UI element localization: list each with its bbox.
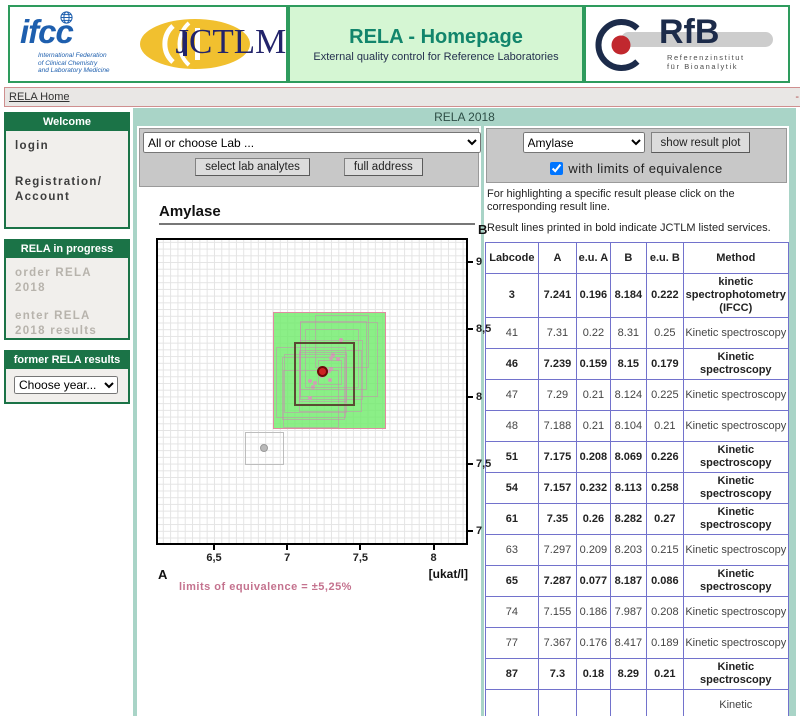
ifcc-logo-subtext: International Federation of Clinical Chemistry and Laboratory Medicine xyxy=(38,52,110,74)
x-axis-label: A xyxy=(158,567,168,582)
cell-b: 8.282 xyxy=(610,504,646,535)
cell-eu_a: 0.077 xyxy=(577,566,610,597)
y-tick xyxy=(468,396,473,398)
former-results-box xyxy=(4,350,130,404)
header xyxy=(8,5,790,83)
cell-b xyxy=(610,690,646,716)
y-tick-label: 7 xyxy=(476,525,483,538)
cell-eu_a: 0.186 xyxy=(577,597,610,628)
welcome-box xyxy=(4,112,130,229)
cell-method: kinetic spectrophotometry (IFCC) xyxy=(683,274,788,318)
result-row[interactable] xyxy=(486,628,789,659)
y-tick-label: 9 xyxy=(476,256,483,269)
rela-in-progress-box xyxy=(4,239,130,340)
cell-a xyxy=(538,690,577,716)
cell-a: 7.35 xyxy=(538,504,577,535)
column-header: e.u. A xyxy=(577,243,610,274)
cell-method: Kinetic spectroscopy xyxy=(683,411,788,442)
instructions xyxy=(487,188,789,235)
cell-a: 7.31 xyxy=(538,318,577,349)
ifcc-logo xyxy=(18,11,133,77)
cell-method: Kinetic spectroscopy xyxy=(683,442,788,473)
cell-method: Kinetic spectroscopy xyxy=(683,349,788,380)
cell-eu_b: 0.258 xyxy=(647,473,683,504)
x-tick-label: 7,5 xyxy=(352,552,368,564)
cell-eu_b: 0.25 xyxy=(647,318,683,349)
cell-b: 8.187 xyxy=(610,566,646,597)
result-row[interactable] xyxy=(486,349,789,380)
result-row[interactable] xyxy=(486,504,789,535)
plot-area xyxy=(156,238,492,564)
cell-labcode: 61 xyxy=(486,504,539,535)
x-tick xyxy=(433,545,435,550)
cell-labcode: 74 xyxy=(486,597,539,628)
cell-method: Kinetic spectroscopy xyxy=(683,597,788,628)
y-tick xyxy=(468,530,473,532)
cell-method: Kinetic spectroscopy xyxy=(683,380,788,411)
cell-eu_b: 0.225 xyxy=(647,380,683,411)
rfb-ring-icon xyxy=(593,16,647,72)
cell-method: Kinetic spectroscopy xyxy=(683,504,788,535)
cell-labcode: 46 xyxy=(486,349,539,380)
cell-eu_a: 0.176 xyxy=(577,628,610,659)
equivalence-checkbox-label[interactable]: with limits of equivalence xyxy=(568,161,723,176)
cell-method: Kinetic spectroscopy xyxy=(683,566,788,597)
x-tick-label: 6,5 xyxy=(206,552,222,564)
cell-eu_b: 0.226 xyxy=(647,442,683,473)
breadcrumb xyxy=(4,87,800,107)
cell-b: 8.203 xyxy=(610,535,646,566)
breadcrumb-right-mark: - xyxy=(795,91,799,103)
results-table xyxy=(485,242,789,716)
main-content xyxy=(133,108,796,716)
cell-labcode: 3 xyxy=(486,274,539,318)
show-result-plot-button[interactable]: show result plot xyxy=(651,132,751,153)
cell-eu_a: 0.196 xyxy=(577,274,610,318)
cell-a: 7.157 xyxy=(538,473,577,504)
cell-eu_a: 0.208 xyxy=(577,442,610,473)
instruction-line: corresponding result line. xyxy=(487,201,610,213)
column-header: A xyxy=(538,243,577,274)
cell-eu_a: 0.232 xyxy=(577,473,610,504)
result-row[interactable] xyxy=(486,566,789,597)
instruction-line: Result lines printed in bold indicate JCTLM listed services. xyxy=(487,222,771,234)
cell-b: 8.15 xyxy=(610,349,646,380)
x-tick xyxy=(359,545,361,550)
cell-b: 8.31 xyxy=(610,318,646,349)
column-header: Method xyxy=(683,243,788,274)
jctlm-logo-text: JCTLM xyxy=(175,22,287,61)
cell-method: Kinetic spectroscopy xyxy=(683,535,788,566)
cell-eu_a: 0.21 xyxy=(577,380,610,411)
y-tick xyxy=(468,261,473,263)
cell-labcode: 48 xyxy=(486,411,539,442)
result-plot xyxy=(156,222,492,608)
rfb-logo-subtext: Referenzinstitut für Bioanalytik xyxy=(667,53,745,71)
instruction-line: For highlighting a specific result please click on the xyxy=(487,188,735,200)
y-axis-label: B xyxy=(478,222,488,237)
sidebar-item-enter-results: enter RELA 2018 results xyxy=(15,310,98,337)
logo-box xyxy=(8,5,288,83)
cell-b: 8.069 xyxy=(610,442,646,473)
page-subtitle: External quality control for Reference Laboratories xyxy=(313,50,559,63)
result-row[interactable] xyxy=(486,442,789,473)
chart-title: Amylase xyxy=(159,203,475,225)
cell-eu_a: 0.209 xyxy=(577,535,610,566)
cell-eu_b: 0.189 xyxy=(647,628,683,659)
lab-controls xyxy=(139,128,479,187)
cell-b: 8.29 xyxy=(610,659,646,690)
x-tick xyxy=(213,545,215,550)
cell-eu_b: 0.179 xyxy=(647,349,683,380)
rela-year-titlebar: RELA 2018 xyxy=(133,108,796,126)
cell-method: Kinetic spectroscopy xyxy=(683,473,788,504)
result-row[interactable] xyxy=(486,535,789,566)
cell-eu_b: 0.21 xyxy=(647,411,683,442)
cell-eu_a xyxy=(577,690,610,716)
cell-a: 7.297 xyxy=(538,535,577,566)
cell-eu_b: 0.222 xyxy=(647,274,683,318)
cell-a: 7.3 xyxy=(538,659,577,690)
cell-eu_a: 0.26 xyxy=(577,504,610,535)
column-header: B xyxy=(610,243,646,274)
y-tick-label: 8 xyxy=(476,390,483,403)
axis-unit-label: [ukat/l] xyxy=(428,567,468,581)
result-row[interactable] xyxy=(486,318,789,349)
cell-labcode: 87 xyxy=(486,659,539,690)
table-header-row xyxy=(486,243,789,274)
cell-labcode: 51 xyxy=(486,442,539,473)
rfb-logo xyxy=(593,15,781,73)
y-tick xyxy=(468,463,473,465)
cell-labcode: 65 xyxy=(486,566,539,597)
cell-method: Kinetic spectroscopy xyxy=(683,628,788,659)
cell-a: 7.188 xyxy=(538,411,577,442)
result-row[interactable] xyxy=(486,597,789,628)
cell-b: 8.113 xyxy=(610,473,646,504)
result-row[interactable] xyxy=(486,659,789,690)
cell-method: Kinetic spectroscopy xyxy=(683,318,788,349)
outlier-dot xyxy=(260,444,268,452)
cell-labcode: 77 xyxy=(486,628,539,659)
x-tick xyxy=(286,545,288,550)
jctlm-logo xyxy=(139,16,286,72)
cell-eu_b: 0.27 xyxy=(647,504,683,535)
rela-home-link[interactable]: RELA Home xyxy=(9,91,70,103)
cell-labcode: 41 xyxy=(486,318,539,349)
cell-labcode xyxy=(486,690,539,716)
cell-eu_a: 0.159 xyxy=(577,349,610,380)
rela-title-box xyxy=(288,5,584,83)
plot-panel xyxy=(137,126,492,716)
former-results-title: former RELA results xyxy=(6,352,128,369)
cell-b: 8.184 xyxy=(610,274,646,318)
equivalence-checkbox[interactable] xyxy=(550,162,563,175)
cell-a: 7.239 xyxy=(538,349,577,380)
cell-eu_a: 0.22 xyxy=(577,318,610,349)
sidebar-item-login[interactable]: login xyxy=(15,140,49,152)
cell-a: 7.367 xyxy=(538,628,577,659)
cell-eu_b: 0.086 xyxy=(647,566,683,597)
x-tick-label: 8 xyxy=(430,552,437,564)
analyte-select[interactable] xyxy=(523,132,645,153)
cell-labcode: 63 xyxy=(486,535,539,566)
column-header: e.u. B xyxy=(647,243,683,274)
y-tick-label: 8,5 xyxy=(476,323,492,336)
y-tick-label: 7,5 xyxy=(476,457,492,470)
sidebar xyxy=(4,112,130,414)
cell-a: 7.155 xyxy=(538,597,577,628)
cell-eu_b: 0.215 xyxy=(647,535,683,566)
year-select[interactable] xyxy=(14,376,118,394)
result-row[interactable] xyxy=(486,274,789,318)
rela-in-progress-title: RELA in progress xyxy=(6,241,128,258)
cell-method: Kinetic spectroscopy xyxy=(683,659,788,690)
full-address-button[interactable]: full address xyxy=(344,158,423,176)
cell-b: 8.124 xyxy=(610,380,646,411)
equivalence-footnote: limits of equivalence = ±5,25% xyxy=(179,581,352,593)
sidebar-item-order-rela: order RELA 2018 xyxy=(15,267,92,294)
cell-labcode: 47 xyxy=(486,380,539,411)
rfb-logo-box xyxy=(584,5,790,83)
result-row-partial[interactable] xyxy=(486,690,789,716)
results-panel xyxy=(484,126,789,716)
sidebar-item-registration[interactable]: Registration/ Account xyxy=(15,176,103,203)
y-tick xyxy=(468,328,473,330)
cell-b: 7.987 xyxy=(610,597,646,628)
cell-labcode: 54 xyxy=(486,473,539,504)
x-tick-label: 7 xyxy=(284,552,291,564)
page-title: RELA - Homepage xyxy=(349,25,523,48)
ifcc-logo-text: ifcc xyxy=(20,13,73,50)
cell-eu_a: 0.18 xyxy=(577,659,610,690)
cell-eu_b: 0.208 xyxy=(647,597,683,628)
cell-a: 7.287 xyxy=(538,566,577,597)
result-row[interactable] xyxy=(486,411,789,442)
lab-select[interactable] xyxy=(143,132,481,153)
cell-a: 7.29 xyxy=(538,380,577,411)
select-lab-analytes-button[interactable]: select lab analytes xyxy=(195,158,310,176)
rfb-logo-text: RfB xyxy=(659,13,720,51)
cell-method: Kinetic xyxy=(683,690,788,716)
result-row[interactable] xyxy=(486,473,789,504)
result-row[interactable] xyxy=(486,380,789,411)
cell-eu_a: 0.21 xyxy=(577,411,610,442)
column-header: Labcode xyxy=(486,243,539,274)
cell-a: 7.175 xyxy=(538,442,577,473)
cell-b: 8.417 xyxy=(610,628,646,659)
cell-eu_b: 0.21 xyxy=(647,659,683,690)
welcome-title: Welcome xyxy=(6,114,128,131)
analyte-controls xyxy=(486,128,787,183)
cell-a: 7.241 xyxy=(538,274,577,318)
cell-eu_b xyxy=(647,690,683,716)
cell-b: 8.104 xyxy=(610,411,646,442)
